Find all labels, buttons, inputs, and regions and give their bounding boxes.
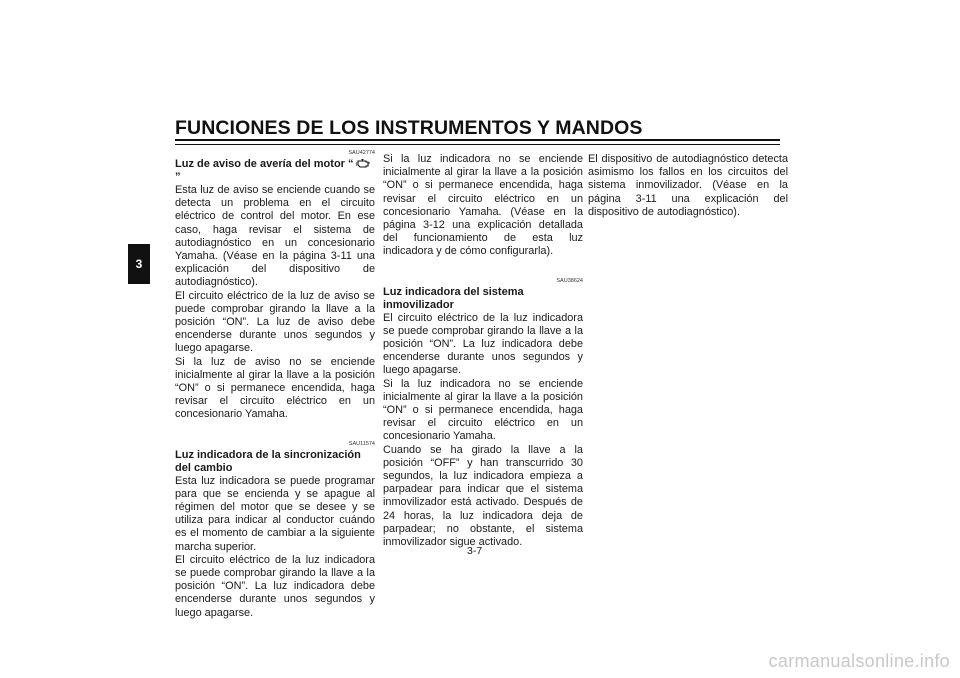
header-rule-thin — [175, 144, 780, 145]
chapter-tab: 3 — [128, 244, 150, 284]
section-gap — [175, 422, 375, 441]
watermark: carmanualsonline.info — [768, 651, 950, 671]
header-rule-thick — [175, 139, 780, 141]
column-1 — [175, 150, 375, 620]
engine-warning-heading: Luz de aviso de avería del motor “” — [175, 158, 375, 184]
immobilizer-text-1: El circuito eléctrico de la luz indicadora se puede comprobar girando la llave a la posición “ON”. La luz indicadora debe encenderse durante unos segundos y luego apagarse. — [383, 311, 583, 377]
shift-timing-text-3: Si la luz indicadora no se enciende inicialmente al girar la llave a la posición “ON” o si permanece encendida, haga revisar el circuito eléctrico en un concesionario Yamaha. (Véase en la página 3-12 una explicación detallada del funcionamiento de esta luz indicadora y de cómo configurarla). — [383, 153, 583, 258]
page-title: FUNCIONES DE LOS INSTRUMENTOS Y MANDOS — [175, 117, 643, 139]
engine-check-icon — [356, 159, 370, 168]
shift-timing-text-1: Esta luz indicadora se puede programar para que se encienda y se apague al régimen del motor que se desee y se utiliza para indicar al conductor cuándo es el momento de cambiar a la siguiente marcha superior. — [175, 474, 375, 553]
immobilizer-text-4: El dispositivo de autodiagnóstico detecta asimismo los fallos en los circuitos del sistema inmovilizador. (Véase en la página 3-11 una explicación del dispositivo de autodiagnóstico). — [588, 153, 788, 218]
engine-warning-text-3: Si la luz de aviso no se enciende inicialmente al girar la llave a la posición “ON” o si permanece encendida, haga revisar el circuito eléctrico en un concesionario Yamaha. — [175, 355, 375, 421]
section-code: SAU38624 — [556, 277, 583, 284]
immobilizer-text-3: Cuando se ha girado la llave a la posición “OFF” y han transcurrido 30 segundos, la luz indicadora empieza a parpadear para indicar que el sistema inmovilizador está activado. Después de 24 horas, la luz indicadora deja de parpadear; no obstante, el sistema inmovilizador sigue activado. — [383, 443, 583, 549]
column-3 — [588, 153, 788, 219]
engine-warning-text-1: Esta luz de aviso se enciende cuando se detecta un problema en el circuito eléctrico de control del motor. En ese caso, haga revisar el sistema de autodiagnóstico en un concesionario Yamaha. (Véase en la página 3-11 una explicación del dispositivo de autodiagnóstico). — [175, 184, 375, 289]
shift-timing-text-2: El circuito eléctrico de la luz indicadora se puede comprobar girando la llave a la posición “ON”. La luz indicadora debe encenderse durante unos segundos y luego apagarse. — [175, 553, 375, 619]
immobilizer-heading: Luz indicadora del sistema inmovilizador — [383, 285, 524, 311]
section-gap — [383, 259, 583, 278]
shift-timing-heading: Luz indicadora de la sincronización del cambio — [175, 448, 361, 474]
section-code: SAU11574 — [348, 440, 375, 447]
page-number: 3-7 — [467, 545, 483, 557]
section-code: SAU42774 — [348, 150, 375, 156]
column-2 — [383, 153, 583, 549]
engine-warning-text-2: El circuito eléctrico de la luz de aviso se puede comprobar girando la llave a la posición “ON”. La luz de aviso debe encenderse durante unos segundos y luego apagarse. — [175, 289, 375, 355]
immobilizer-text-2: Si la luz indicadora no se enciende inicialmente al girar la llave a la posición “ON” o si permanece encendida, haga revisar el circuito eléctrico en un concesionario Yamaha. — [383, 377, 583, 443]
